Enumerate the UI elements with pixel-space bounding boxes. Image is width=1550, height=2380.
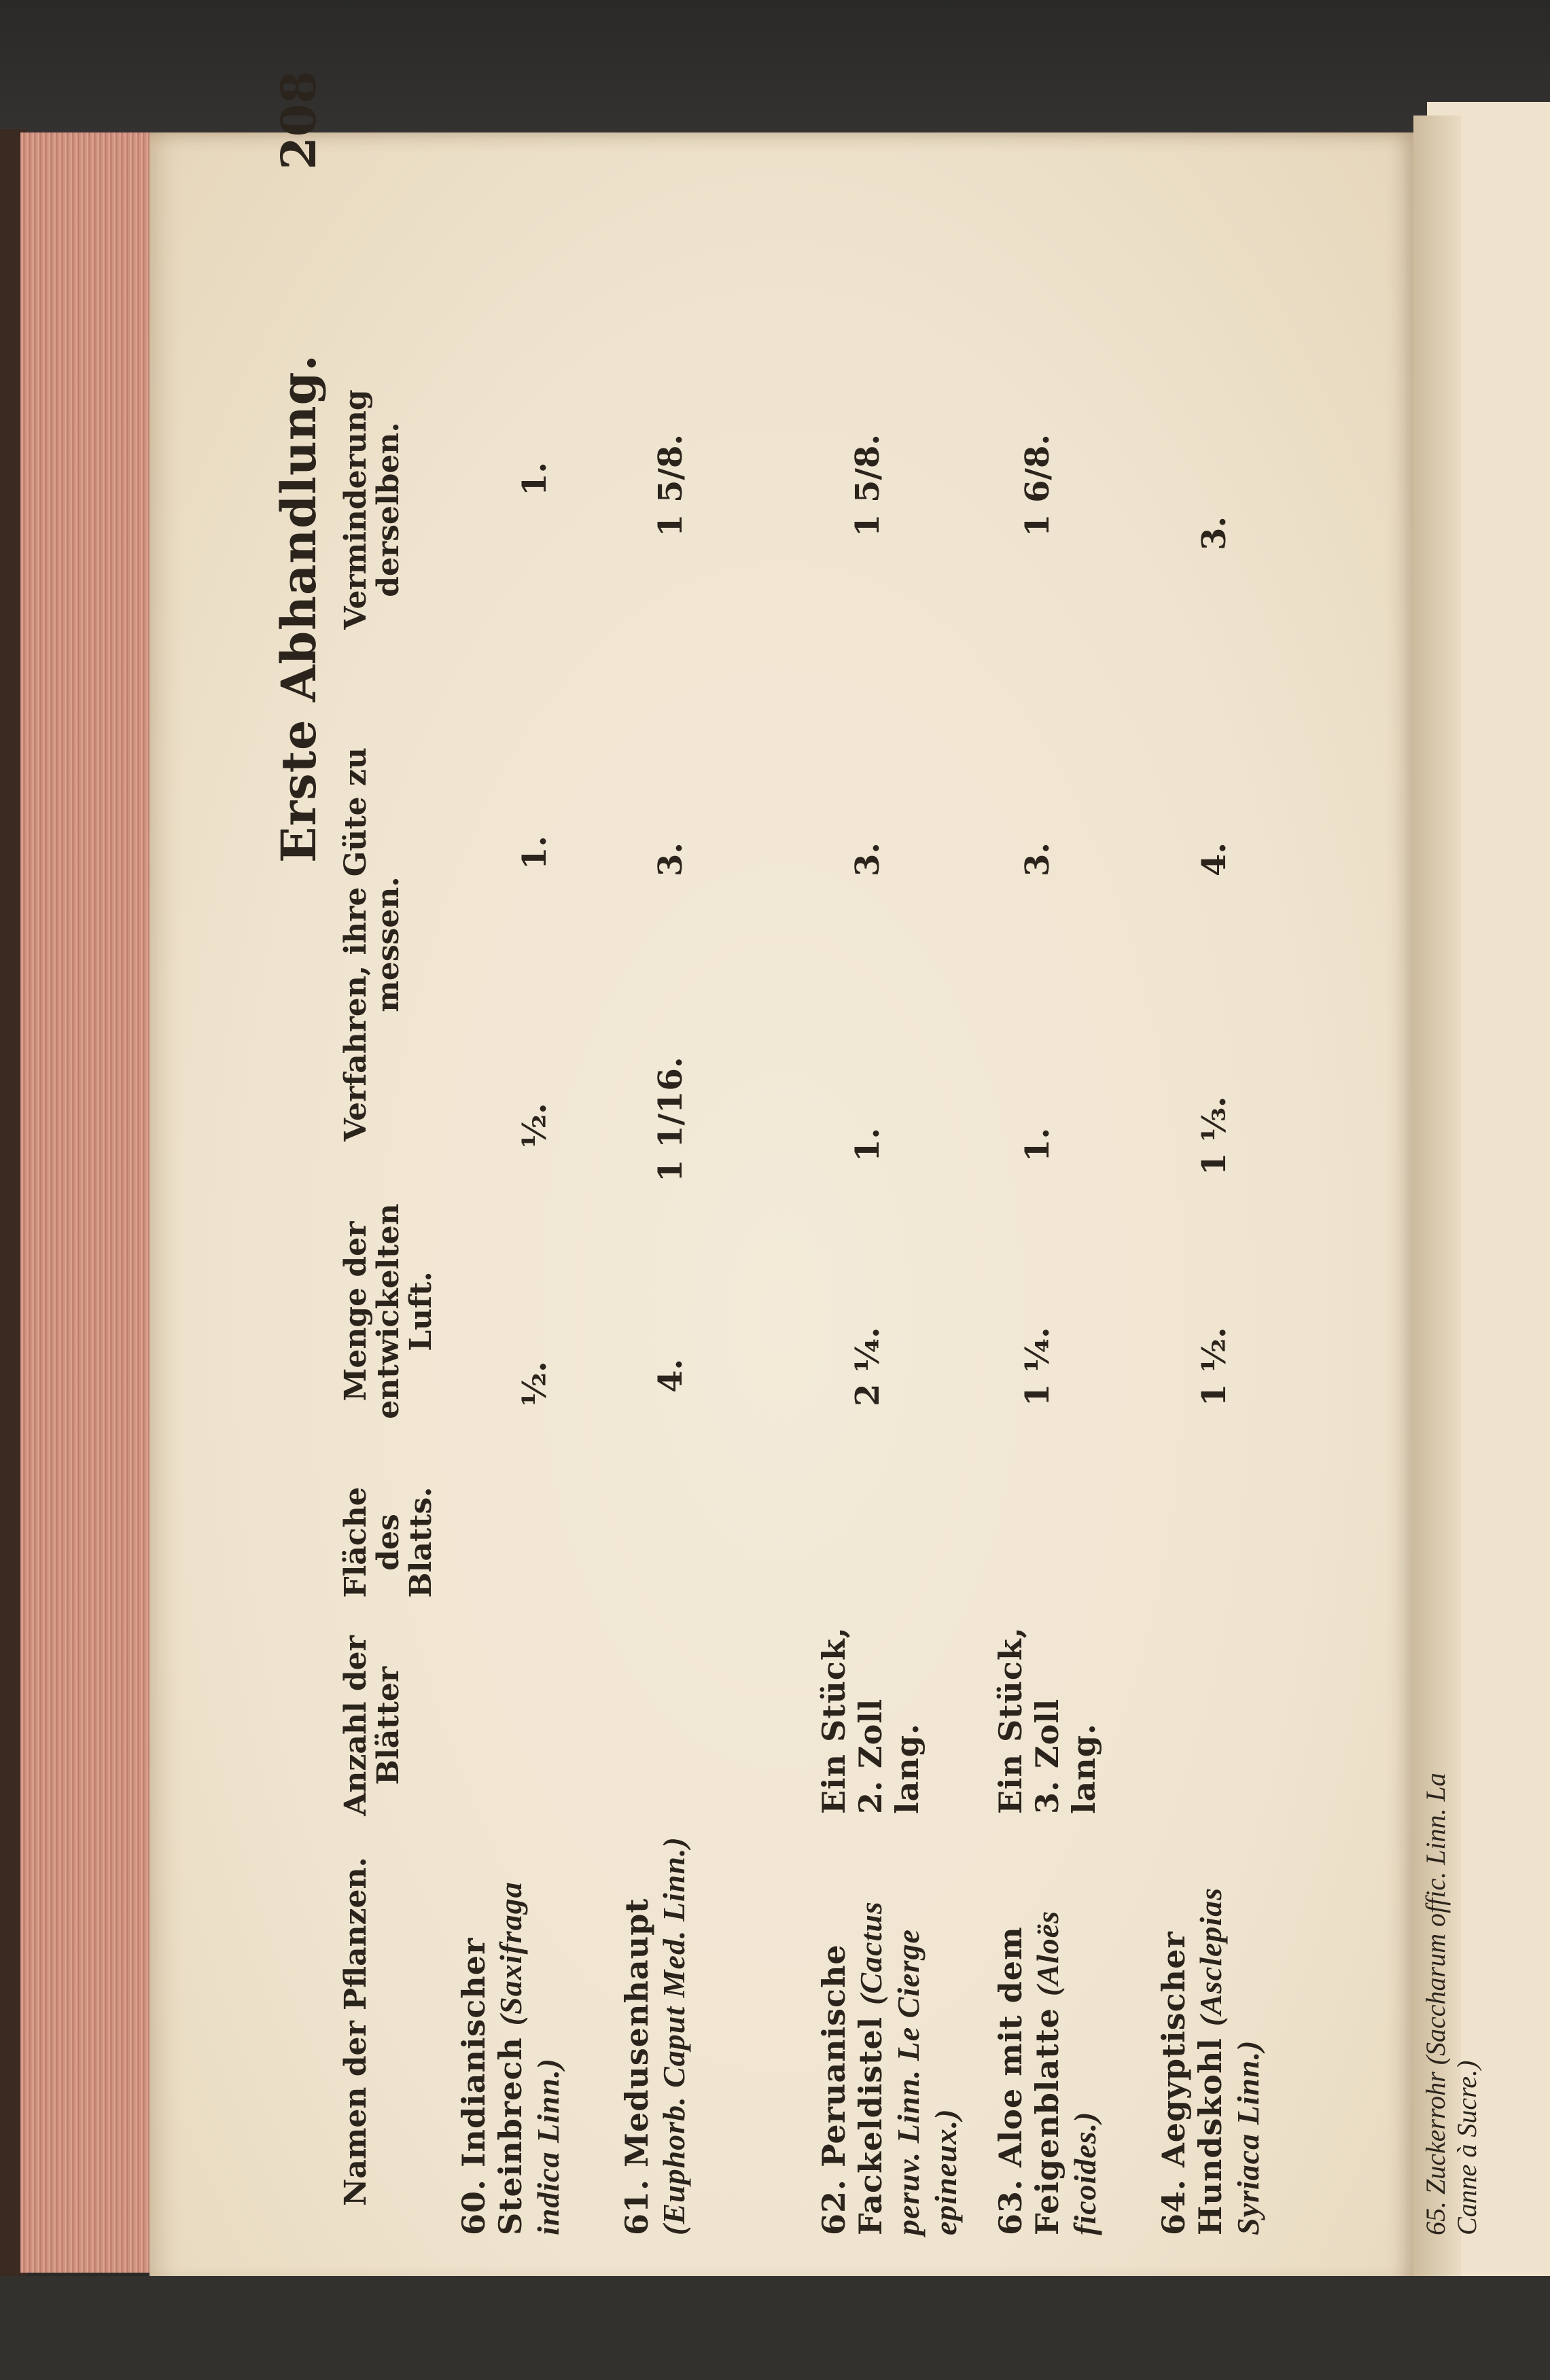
header-area: Fläche des Blatts. bbox=[338, 1487, 438, 1598]
header-names: Namen der Pflanzen. bbox=[338, 1857, 373, 2206]
row-63-method-b: 3. bbox=[1019, 842, 1057, 876]
row-60-air: ½. bbox=[516, 1361, 554, 1406]
header-count: Anzahl der Blätter bbox=[338, 1635, 406, 1816]
row-62-air: 2 ¼. bbox=[849, 1327, 887, 1406]
row-61-method-a: 1 1/16. bbox=[652, 1056, 690, 1182]
row-63-name: 63. Aloe mit dem Feigenblatte (Aloës ficoides.) bbox=[992, 1910, 1102, 2235]
row-62-method-a: 1. bbox=[849, 1127, 887, 1162]
row-62-reduction: 1 5/8. bbox=[849, 433, 887, 537]
running-title: Erste Abhandlung. bbox=[270, 354, 327, 863]
row-62-count: Ein Stück, 2. Zoll lang. bbox=[815, 1627, 926, 1814]
row-63-method-a: 1. bbox=[1019, 1127, 1057, 1162]
row-60-method-a: ½. bbox=[516, 1103, 554, 1148]
row-60-reduction: 1. bbox=[516, 461, 554, 496]
row-60-name: 60. Indianischer Steinbrech (Saxifraga indica Linn.) bbox=[455, 1881, 565, 2235]
row-64-method-a: 1 ⅓. bbox=[1195, 1096, 1233, 1175]
row-60-method-b: 1. bbox=[516, 835, 554, 870]
header-air: Menge der entwickelten Luft. bbox=[338, 1203, 438, 1419]
page-number: 208 bbox=[270, 70, 327, 170]
page-edges bbox=[20, 132, 152, 2273]
row-63-count: Ein Stück, 3. Zoll lang. bbox=[992, 1627, 1102, 1814]
header-reduction: Verminderung derselben. bbox=[338, 389, 406, 630]
next-page-fragment: 65. Zuckerrohr (Saccharum offic. Linn. La Canne à Sucre.) bbox=[1420, 1773, 1482, 2235]
row-61-name: 61. Medusenhaupt (Euphorb. Caput Med. Linn.) bbox=[618, 1836, 691, 2235]
rotated-page-content bbox=[270, 70, 1482, 2235]
row-62-name: 62. Peruanische Fackeldistel (Cactus peruv. Linn. Le Cierge epineux.) bbox=[815, 1901, 963, 2235]
row-62-method-b: 3. bbox=[849, 842, 887, 876]
row-61-air: 4. bbox=[652, 1358, 690, 1393]
row-64-name: 64. Aegyptischer Hundskohl (Asclepias Syriaca Linn.) bbox=[1155, 1887, 1265, 2235]
row-63-air: 1 ¼. bbox=[1019, 1327, 1057, 1406]
row-61-method-b: 3. bbox=[652, 842, 690, 876]
row-64-reduction: 3. bbox=[1195, 516, 1233, 550]
bottom-cover bbox=[0, 2276, 1550, 2380]
row-64-air: 1 ½. bbox=[1195, 1327, 1233, 1406]
row-61-reduction: 1 5/8. bbox=[652, 433, 690, 537]
row-63-reduction: 1 6/8. bbox=[1019, 433, 1057, 537]
header-method: Verfahren, ihre Güte zu messen. bbox=[338, 747, 406, 1141]
row-64-method-b: 4. bbox=[1195, 842, 1233, 876]
